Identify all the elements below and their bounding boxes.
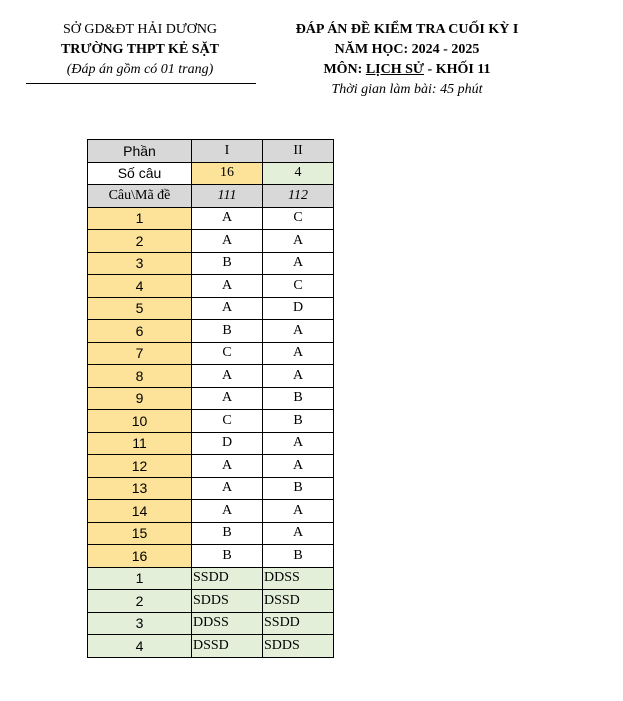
part-label-cell: Phần (88, 140, 192, 163)
question-number: 15 (88, 522, 192, 545)
answer-code-111: B (192, 320, 263, 343)
question-number: 2 (88, 590, 192, 613)
answer-code-112: SSDD (263, 612, 334, 635)
answer-code-111: SDDS (192, 590, 263, 613)
department-name: SỞ GD&ĐT HẢI DƯƠNG (62, 22, 218, 37)
header-divider (26, 83, 256, 84)
part-1-answer-row (88, 275, 334, 298)
answer-code-111: A (192, 230, 263, 253)
answer-code-112: B (263, 545, 334, 568)
header-row (88, 140, 334, 163)
part-1-answer-row (88, 320, 334, 343)
part-1-answer-row (88, 522, 334, 545)
document-title: ĐÁP ÁN ĐỀ KIỂM TRA CUỐI KỲ I (295, 22, 519, 37)
answer-code-111: C (192, 342, 263, 365)
subject-name: LỊCH SỬ (365, 62, 425, 77)
part-1-answer-row (88, 455, 334, 478)
answer-code-111: B (192, 522, 263, 545)
answer-code-111: A (192, 455, 263, 478)
answer-code-111: A (192, 387, 263, 410)
question-number: 8 (88, 365, 192, 388)
answer-code-111: A (192, 207, 263, 230)
subject-line (262, 60, 552, 80)
question-count-label: Số câu (88, 162, 192, 185)
question-number: 14 (88, 500, 192, 523)
part-1-answer-row (88, 342, 334, 365)
question-number: 2 (88, 230, 192, 253)
question-number: 11 (88, 432, 192, 455)
answer-code-112: A (263, 230, 334, 253)
question-code-label: Câu\Mã đề (88, 185, 192, 208)
answer-code-111: A (192, 275, 263, 298)
part-1-answer-row (88, 230, 334, 253)
part-1-answer-row (88, 477, 334, 500)
answer-code-112: A (263, 320, 334, 343)
header-right (262, 20, 552, 100)
exam-code-1: 111 (192, 185, 263, 208)
subject-prefix: MÔN: (323, 62, 363, 77)
exam-code-2: 112 (263, 185, 334, 208)
question-number: 13 (88, 477, 192, 500)
part-2-answer-row (88, 612, 334, 635)
header-left (24, 20, 256, 80)
answer-code-112: B (263, 387, 334, 410)
part-2-answer-row (88, 635, 334, 658)
answer-code-111: A (192, 365, 263, 388)
part-1-answer-row (88, 365, 334, 388)
answer-code-112: DDSS (263, 567, 334, 590)
school-name: TRƯỜNG THPT KẺ SẶT (60, 42, 220, 57)
part-1-answer-row (88, 297, 334, 320)
question-count-row (88, 162, 334, 185)
question-number: 7 (88, 342, 192, 365)
answer-code-111: A (192, 477, 263, 500)
subject-grade: - KHỐI 11 (427, 62, 491, 77)
answer-code-112: A (263, 500, 334, 523)
question-number: 10 (88, 410, 192, 433)
part-1-answer-row (88, 207, 334, 230)
answer-code-111: SSDD (192, 567, 263, 590)
answer-code-112: DSSD (263, 590, 334, 613)
answer-code-111: A (192, 297, 263, 320)
answer-code-111: DDSS (192, 612, 263, 635)
answer-code-111: B (192, 252, 263, 275)
answer-code-112: A (263, 252, 334, 275)
part-1-count: 16 (192, 162, 263, 185)
answer-code-112: SDDS (263, 635, 334, 658)
answer-code-112: A (263, 342, 334, 365)
question-number: 6 (88, 320, 192, 343)
answer-code-112: A (263, 432, 334, 455)
question-number: 1 (88, 207, 192, 230)
answer-code-112: A (263, 455, 334, 478)
part-1-answer-row (88, 387, 334, 410)
school-year: NĂM HỌC: 2024 - 2025 (334, 42, 480, 57)
part-1-cell: I (192, 140, 263, 163)
answer-code-111: C (192, 410, 263, 433)
part-1-answer-row (88, 545, 334, 568)
exam-duration: Thời gian làm bài: 45 phút (331, 82, 483, 97)
exam-code-row (88, 185, 334, 208)
part-1-answer-row (88, 252, 334, 275)
question-number: 3 (88, 252, 192, 275)
part-2-count: 4 (263, 162, 334, 185)
part-2-cell: II (263, 140, 334, 163)
part-1-answer-row (88, 432, 334, 455)
question-number: 4 (88, 275, 192, 298)
part-2-answer-row (88, 590, 334, 613)
answer-table (87, 139, 334, 658)
question-number: 4 (88, 635, 192, 658)
page-count-note: (Đáp án gồm có 01 trang) (66, 62, 214, 77)
part-2-answer-row (88, 567, 334, 590)
answer-code-111: B (192, 545, 263, 568)
answer-code-112: B (263, 477, 334, 500)
answer-code-112: C (263, 207, 334, 230)
question-number: 3 (88, 612, 192, 635)
answer-code-112: D (263, 297, 334, 320)
answer-code-111: D (192, 432, 263, 455)
answer-code-112: A (263, 365, 334, 388)
answer-code-112: A (263, 522, 334, 545)
part-1-answer-row (88, 410, 334, 433)
part-1-answer-row (88, 500, 334, 523)
answer-code-112: B (263, 410, 334, 433)
question-number: 9 (88, 387, 192, 410)
question-number: 16 (88, 545, 192, 568)
answer-code-111: A (192, 500, 263, 523)
answer-code-111: DSSD (192, 635, 263, 658)
question-number: 5 (88, 297, 192, 320)
question-number: 1 (88, 567, 192, 590)
answer-table-body (88, 140, 334, 658)
question-number: 12 (88, 455, 192, 478)
answer-code-112: C (263, 275, 334, 298)
